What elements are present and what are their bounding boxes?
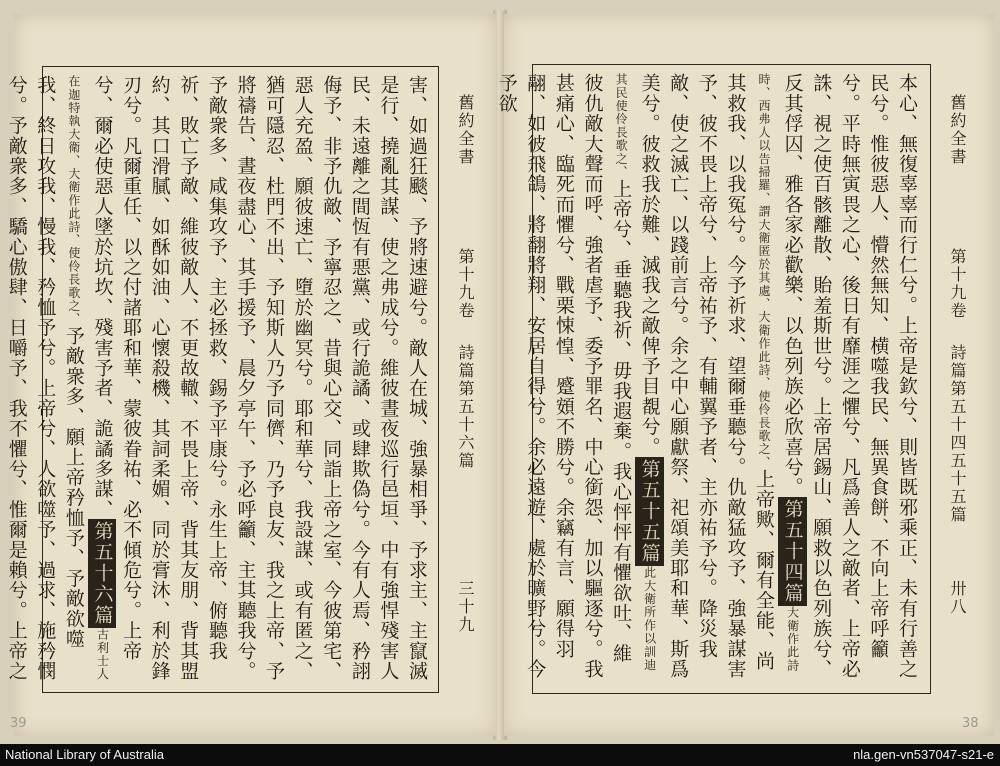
left-page bbox=[5, 14, 496, 736]
verse-text: 不更故轍、不畏上帝、背其友朋、背其盟約、其口滑膩、如酥如油、心懷殺機、 bbox=[148, 75, 200, 682]
verse-text: 我甚痛心、臨死而懼兮、戰栗悚惶、蹙頞不勝兮。 bbox=[552, 73, 604, 680]
verse-text: 惟爾是賴兮。 bbox=[5, 499, 28, 621]
verse-text: 則皆既邪乘正、未有行善之民兮。 bbox=[867, 73, 918, 680]
verse-text: 余之中心願獻祭、祀頌美耶和華、斯爲美兮。 bbox=[638, 73, 690, 680]
verse-text: 惟彼惡人、懵然無知、 bbox=[867, 133, 890, 336]
verse-text: 予敵衆多、 bbox=[205, 75, 228, 176]
verse-text: 得羽翮、如彼飛鴿、將翻將翔、安居自得兮。 bbox=[524, 73, 575, 659]
verse-text: 上帝兮、爾必使惡人墜於坑坎、殘害予者、詭譎多謀、 bbox=[91, 75, 143, 661]
left-book-title: 舊約全書 bbox=[456, 94, 475, 166]
verse-text: 余竊有言、願 bbox=[552, 497, 575, 619]
verse-text: 上帝兮、垂聽我祈、毋我遐棄。 bbox=[610, 178, 633, 462]
verse-text: 横噬我民、無異食餅、不向上帝呼籲兮。 bbox=[838, 73, 890, 659]
verse-text: 上帝兮、人欲噬予、 bbox=[34, 378, 57, 560]
psalm-heading: 第五十四篇大衛作此詩時、西弗人以告掃羅、謂大衛匿於其處、大衛作此詩、使伶長歌之、 bbox=[753, 73, 804, 672]
verse-text: 維彼晝夜巡行邑垣、中有強悍殘害人民、未遠離之間 bbox=[348, 75, 400, 682]
verse-text: 交、同詣上帝之室、今彼第宅、惡人充盈、願彼速亡、墮於幽冥兮。 bbox=[291, 75, 343, 682]
verse-text: 敵人在城、強暴相爭、予求主、主竄滅是行、撓亂 bbox=[377, 75, 428, 682]
verse-text: 降災我敵、使之滅亡、以踐前言 bbox=[667, 73, 718, 659]
verse-text: 平時無寅畏之心、後日有靡涯之 bbox=[838, 113, 861, 397]
verse-text: 凡爾重任、以之付諸耶和華、蒙彼眷祐、 bbox=[120, 135, 143, 500]
right-volume: 第十九卷 bbox=[948, 248, 967, 320]
verse-text: 害、如過狂颷、予將速避兮。 bbox=[406, 75, 428, 338]
verse-text: 上帝祐予、有輔翼予者、主亦祐予兮。 bbox=[695, 254, 718, 599]
verse-text: 錫山、願救以色列族兮、反其俘囚、雅各家必歡樂、以色列族必欣喜兮。 bbox=[781, 73, 833, 680]
verse-text: 余必遠遊、處於曠野兮。 bbox=[524, 436, 547, 659]
verse-text: 今予祈求、望爾垂聽兮。 bbox=[724, 254, 747, 478]
right-page bbox=[495, 14, 994, 736]
verse-text: 恆有悪黨、或行詭譎、或肆欺偽兮。 bbox=[348, 216, 371, 540]
right-text-frame bbox=[495, 64, 931, 694]
verse-text: 其謀、使之弗成兮。 bbox=[377, 176, 400, 358]
verse-text: 懼兮、凡爲善人之敵者、上帝必誅、視之使百骸離散、貽羞斯世兮。 bbox=[810, 73, 861, 680]
verse-text: 我冤兮。 bbox=[724, 174, 747, 255]
verse-text: 上帝居 bbox=[810, 396, 833, 457]
pencil-mark-left: 39 bbox=[10, 716, 27, 731]
verse-text: 上帝之 bbox=[5, 620, 28, 682]
verse-text: 今予欲 bbox=[495, 73, 547, 680]
verse-text: 必不傾危兮。 bbox=[120, 499, 143, 621]
verse-text: 永生上帝、俯聽我祈、敗亡予敵、維彼敵人、 bbox=[177, 75, 228, 661]
verse-text: 俾予目覩兮。 bbox=[638, 335, 661, 457]
psalm-heading: 第五十六篇古利士人在迦特執大衛、大衛作此詩、使伶長歌之、 bbox=[63, 75, 114, 681]
verse-text: 本心、無復辜辜而行仁兮。 bbox=[896, 73, 918, 316]
verse-text: 過求、施矜憫兮。 bbox=[5, 75, 57, 682]
verse-text: 維彼仇敵大聲而呼、強者虐予、委予罪名、中心銜怨、加 bbox=[581, 73, 633, 664]
left-section: 詩篇第五十六篇 bbox=[456, 344, 475, 470]
verse-text: 耶和華兮、我 bbox=[291, 398, 314, 520]
left-page-text bbox=[5, 75, 431, 683]
verse-text: 上帝歟、爾有全能、尚其救我、以 bbox=[724, 73, 776, 671]
item-identifier: nla.gen-vn537047-s21-e bbox=[853, 747, 994, 762]
right-book-title: 舊約全書 bbox=[948, 94, 967, 166]
archive-footer bbox=[0, 744, 1000, 766]
right-section: 詩篇第五十四五十五篇 bbox=[948, 344, 967, 524]
verse-text: 今有人焉、矜詡侮予、非予仇敵、予寧忍之、昔與心 bbox=[320, 75, 371, 682]
verse-text: 予敵衆多、願上帝矜恤予、予敵欲噬我、終日攻我、慢我、矜恤予兮。 bbox=[34, 75, 85, 650]
verse-text: 予敵衆多、驕心傲肆、日嚼予、我不懼兮、 bbox=[5, 115, 28, 500]
verse-text: 我心怦怦有懼 bbox=[610, 461, 633, 583]
library-name: National Library of Australia bbox=[5, 747, 164, 762]
right-page-text bbox=[495, 73, 921, 681]
verse-text: 上帝是欽兮、 bbox=[896, 315, 918, 437]
verse-text: 兮。 bbox=[667, 295, 690, 336]
verse-text: 之上帝、予將禱告、晝夜盡心、其手援予、晨夕亭午、予必呼籲、主其聽我兮。 bbox=[234, 75, 286, 681]
left-volume: 第十九卷 bbox=[456, 248, 475, 320]
verse-text: 設謀、或有匿之、猶可隱忍、杜門不出、予知斯人乃予同儕、乃予良友、我 bbox=[263, 75, 314, 682]
right-page-number: 卅八 bbox=[948, 580, 967, 616]
pencil-mark-right: 38 bbox=[962, 716, 979, 731]
verse-text: 以驅逐兮。 bbox=[581, 557, 604, 659]
verse-text: 欲吐、 bbox=[610, 582, 633, 644]
psalm-heading: 第五十五篇此大衛所作以訓迪其民使伶長歌之、 bbox=[610, 73, 661, 671]
verse-text: 咸集攻予、主必拯救、錫予平康兮。 bbox=[205, 176, 228, 500]
verse-text: 彼救我於難、滅我之敵 bbox=[638, 133, 661, 336]
left-text-frame bbox=[5, 66, 439, 693]
verse-text: 其詞柔媚、同於膏沐、利於鋒刃兮。 bbox=[120, 75, 171, 682]
verse-text: 仇敵猛攻予、強暴謀害予、彼不畏上帝兮、 bbox=[695, 73, 747, 680]
left-page-number: 三十九 bbox=[456, 580, 475, 634]
